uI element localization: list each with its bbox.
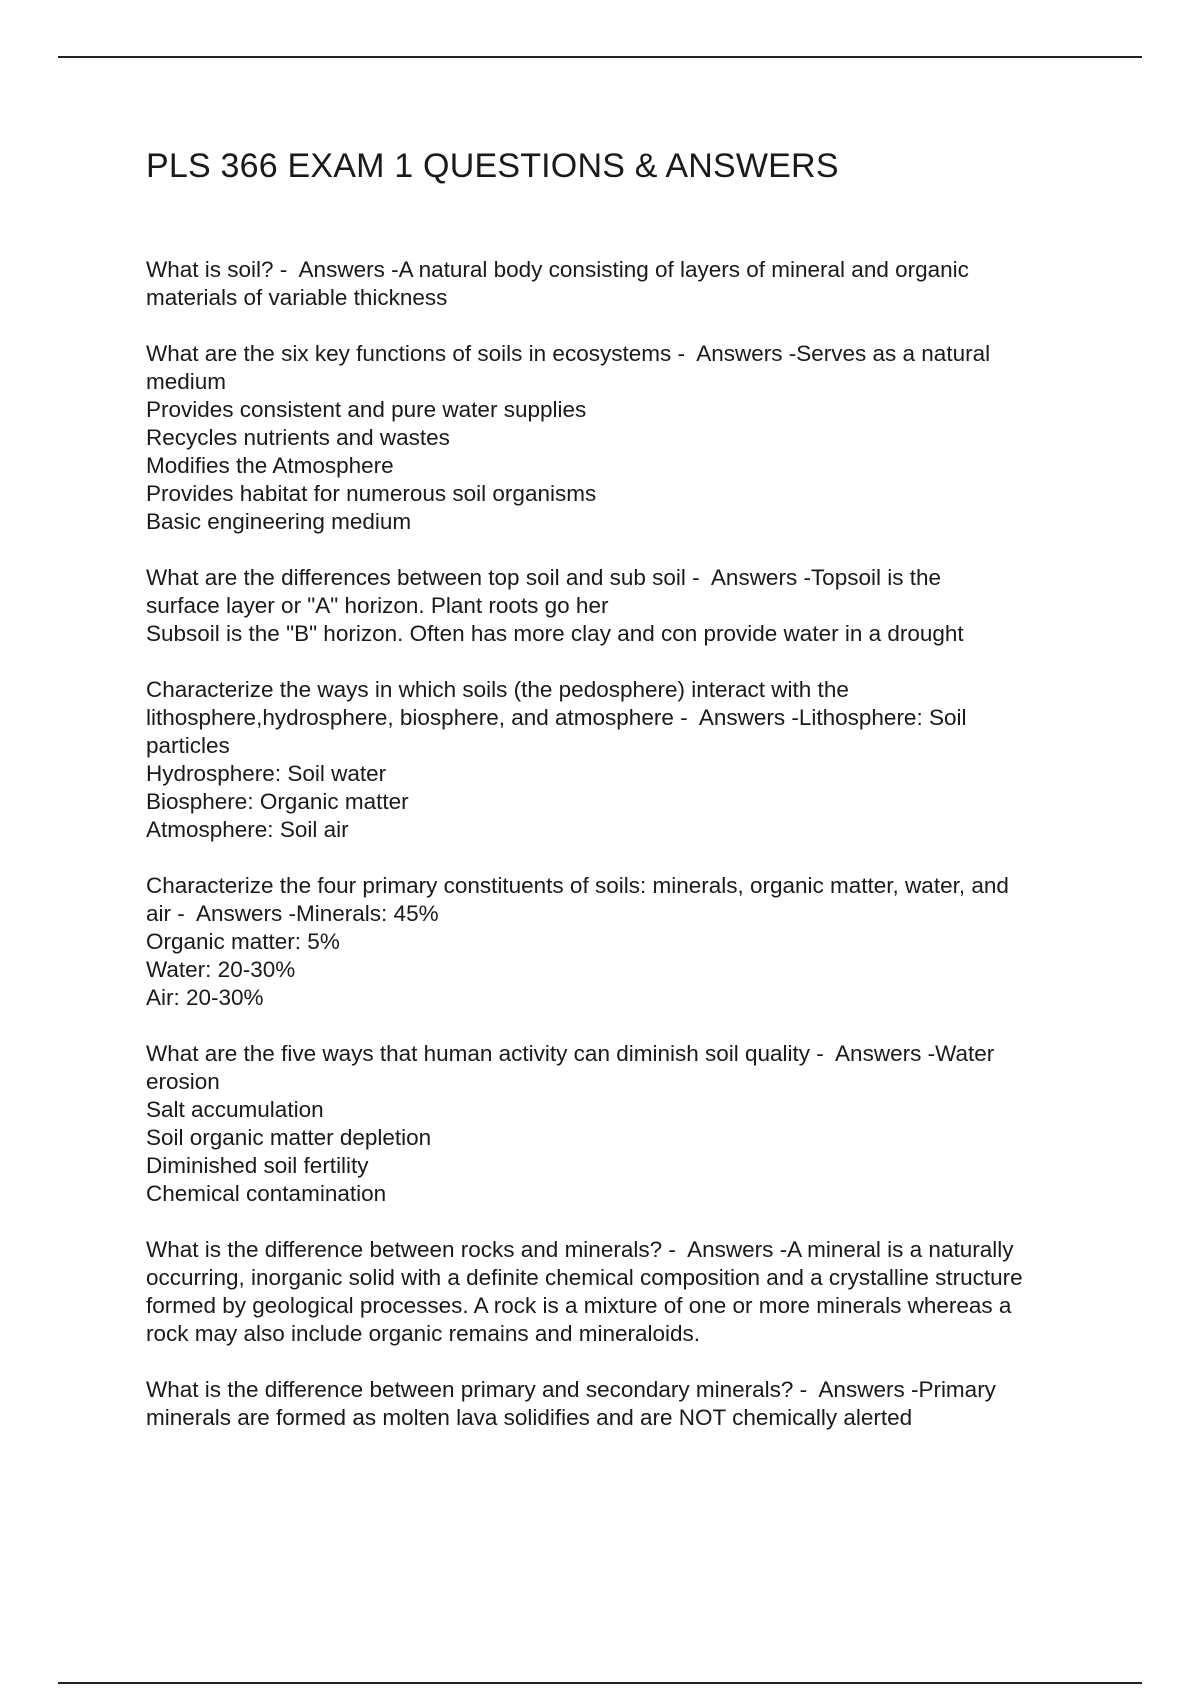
qa-text-line: Basic engineering medium: [146, 509, 412, 534]
qa-text-line: Air: 20-30%: [146, 985, 264, 1010]
qa-text-line: surface layer or "A" horizon. Plant roots go her: [146, 593, 609, 618]
qa-text-line: minerals are formed as molten lava solidifies and are NOT chemically alerted: [146, 1405, 913, 1430]
qa-text-line: air - Answers -Minerals: 45%: [146, 901, 439, 926]
qa-text-line: Organic matter: 5%: [146, 929, 340, 954]
qa-text-line: Soil organic matter depletion: [146, 1125, 432, 1150]
bottom-rule: [58, 1682, 1142, 1684]
qa-text-line: What is the difference between rocks and minerals? - Answers -A mineral is a naturally: [146, 1237, 1014, 1262]
qa-text-line: Characterize the ways in which soils (the pedosphere) interact with the: [146, 677, 849, 702]
qa-text-line: Atmosphere: Soil air: [146, 817, 349, 842]
qa-item: [146, 1376, 1106, 1432]
top-rule: [58, 56, 1142, 58]
qa-text-line: Characterize the four primary constituents of soils: minerals, organic matter, water, and: [146, 873, 1009, 898]
qa-item: [146, 340, 1106, 536]
qa-text-line: What are the differences between top soil and sub soil - Answers -Topsoil is the: [146, 565, 942, 590]
qa-text-line: What is soil? - Answers -A natural body consisting of layers of mineral and organic: [146, 257, 969, 282]
qa-text-line: What are the five ways that human activity can diminish soil quality - Answers -Water: [146, 1041, 995, 1066]
qa-text-line: Hydrosphere: Soil water: [146, 761, 387, 786]
qa-text-line: formed by geological processes. A rock is a mixture of one or more minerals whereas a: [146, 1293, 1012, 1318]
qa-item: [146, 256, 1106, 312]
qa-text-line: materials of variable thickness: [146, 285, 448, 310]
qa-item: [146, 564, 1106, 648]
qa-text-line: Diminished soil fertility: [146, 1153, 369, 1178]
qa-item: [146, 1040, 1106, 1208]
qa-text-line: Chemical contamination: [146, 1181, 387, 1206]
qa-item: [146, 676, 1106, 844]
qa-text-line: Subsoil is the "B" horizon. Often has more clay and con provide water in a drought: [146, 621, 964, 646]
qa-text-line: Modifies the Atmosphere: [146, 453, 394, 478]
qa-text-line: particles: [146, 733, 230, 758]
qa-text-line: Provides habitat for numerous soil organisms: [146, 481, 597, 506]
qa-text-line: rock may also include organic remains and mineraloids.: [146, 1321, 701, 1346]
qa-list: [146, 256, 1106, 1432]
qa-text-line: lithosphere,hydrosphere, biosphere, and atmosphere - Answers -Lithosphere: Soil: [146, 705, 967, 730]
qa-text-line: occurring, inorganic solid with a definite chemical composition and a crystalline structure: [146, 1265, 1023, 1290]
document-body: [146, 138, 1106, 1460]
qa-text-line: Provides consistent and pure water supplies: [146, 397, 587, 422]
qa-item: [146, 872, 1106, 1012]
qa-text-line: Salt accumulation: [146, 1097, 324, 1122]
qa-text-line: medium: [146, 369, 227, 394]
qa-text-line: What is the difference between primary and secondary minerals? - Answers -Primary: [146, 1377, 996, 1402]
page-title: PLS 366 EXAM 1 QUESTIONS & ANSWERS: [146, 147, 839, 185]
qa-text-line: Recycles nutrients and wastes: [146, 425, 450, 450]
qa-text-line: What are the six key functions of soils in ecosystems - Answers -Serves as a natural: [146, 341, 991, 366]
qa-item: [146, 1236, 1106, 1348]
qa-text-line: Water: 20-30%: [146, 957, 296, 982]
qa-text-line: Biosphere: Organic matter: [146, 789, 409, 814]
qa-text-line: erosion: [146, 1069, 220, 1094]
